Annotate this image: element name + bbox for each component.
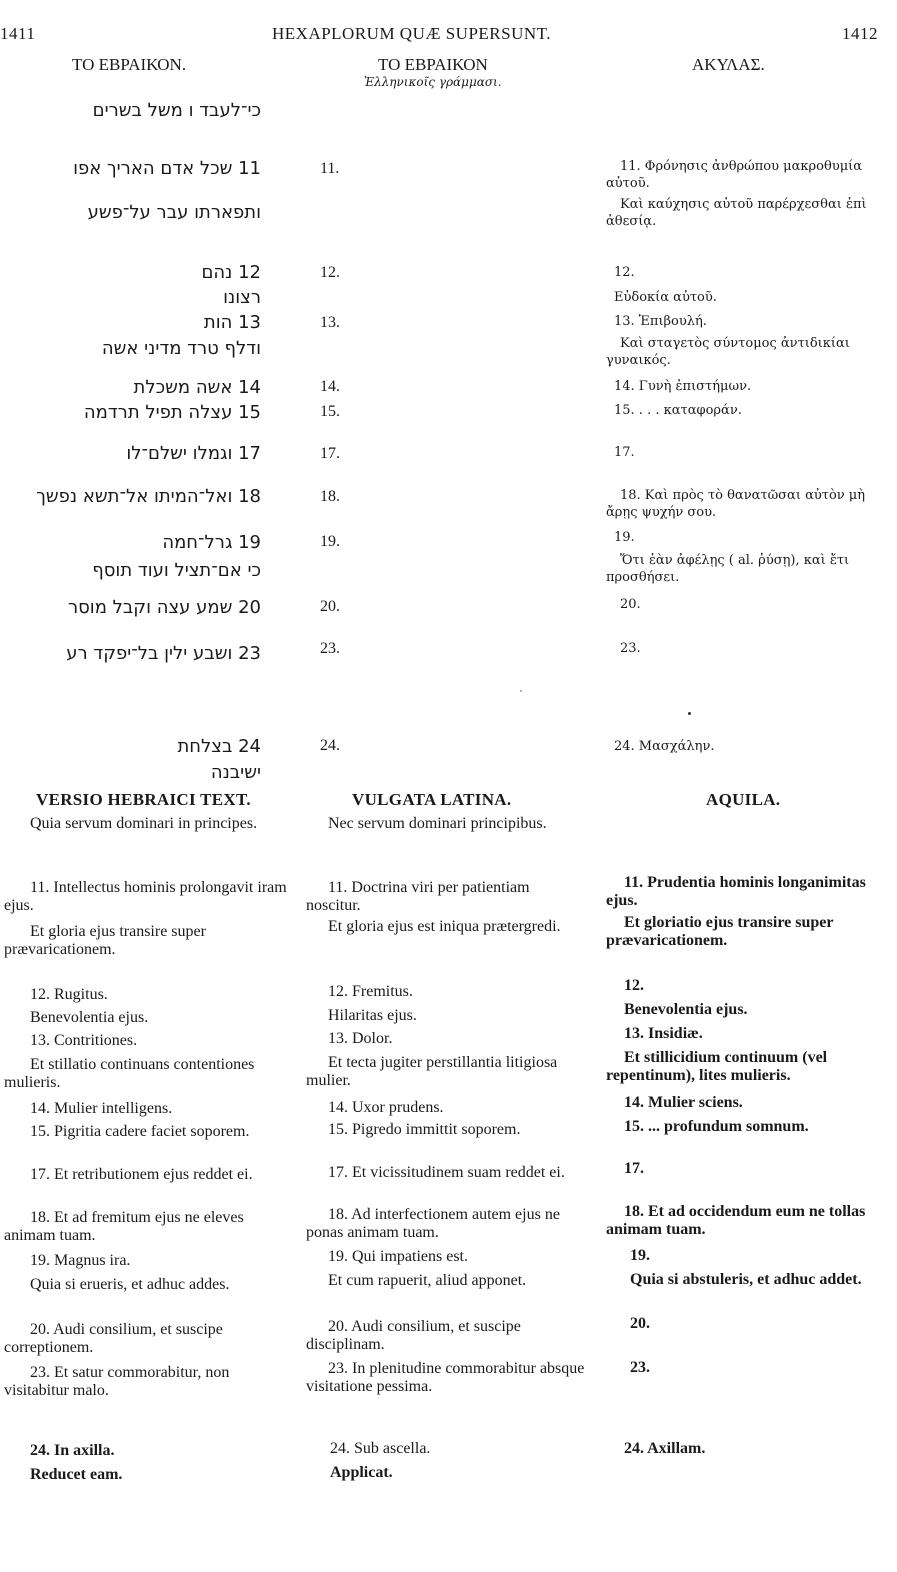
aquila-greek-line: Καὶ σταγετὸς σύντομος ἀντιδικίαι γυναικός. — [606, 336, 850, 368]
translit-column-subtitle: Ἑλληνικοῖς γράμμασι. — [364, 75, 502, 89]
vulgata-line: 12. Fremitus. — [328, 983, 413, 1000]
versio-line: 13. Contritiones. — [30, 1032, 138, 1049]
vulgata-line: Nec servum dominari principibus. — [328, 815, 547, 832]
versio-line: Benevolentia ejus. — [30, 1009, 149, 1026]
translit-column-title: ΤΟ ΕΒΡΑΙΚΟΝ — [378, 55, 488, 74]
hebrew-line: כי אם־תציל ועוד תוסף — [92, 560, 261, 581]
aquila-latin-line: 20. — [630, 1315, 650, 1332]
verse-number: 23. — [320, 640, 340, 657]
vulgata-line: Et gloria ejus est iniqua prætergredi. — [328, 918, 561, 935]
versio-line: Quia servum dominari in principes. — [30, 815, 258, 832]
versio-line: Et gloria ejus transire super prævaricationem. — [4, 923, 206, 958]
aquila-greek-line: 17. — [614, 445, 635, 460]
aquila-latin-line: 19. — [630, 1247, 650, 1264]
verse-number: 18. — [320, 488, 340, 505]
hebrew-line: 24 בצלחת — [177, 736, 261, 757]
aquila-greek-line: 19. — [614, 530, 635, 545]
aquila-greek-column-title: ΑΚΥΛΑΣ. — [692, 55, 765, 74]
vulgata-line: Hilaritas ejus. — [328, 1007, 417, 1024]
hebrew-line: 12 נהם — [201, 262, 261, 283]
vulgata-line: 17. Et vicissitudinem suam reddet ei. — [328, 1164, 565, 1181]
hebrew-line: 11 שכל אדם האריך אפו — [73, 158, 261, 179]
versio-column-title: VERSIO HEBRAICI TEXT. — [36, 790, 251, 809]
versio-line: Quia si erueris, et adhuc addes. — [30, 1276, 230, 1293]
vulgata-column-title: VULGATA LATINA. — [352, 790, 512, 809]
aquila-greek-line: Ὅτι ἐὰν ἀφέλῃς ( al. ῥύσῃ), καὶ ἔτι προσθήσει. — [606, 553, 850, 585]
aquila-latin-line: 14. Mulier sciens. — [624, 1094, 743, 1111]
aquila-greek-line: 20. — [620, 597, 641, 612]
aquila-greek-line: 12. — [614, 265, 635, 280]
aquila-latin-line: 24. Axillam. — [624, 1440, 706, 1457]
versio-line: 17. Et retributionem ejus reddet ei. — [30, 1166, 253, 1183]
hebrew-line: 17 וגמלו ישלם־לו — [126, 443, 261, 464]
versio-line: 23. Et satur commorabitur, non visitabitur malo. — [4, 1364, 230, 1399]
vulgata-line: 13. Dolor. — [328, 1030, 393, 1047]
vulgata-line: 14. Uxor prudens. — [328, 1099, 444, 1116]
aquila-greek-line: 24. Μασχάλην. — [614, 739, 715, 754]
vulgata-line: Et cum rapuerit, aliud apponet. — [328, 1272, 527, 1289]
verse-number: 11. — [320, 160, 340, 177]
versio-line: Reducet eam. — [30, 1466, 123, 1483]
verse-number: 19. — [320, 533, 340, 550]
hebrew-line: ותפארתו עבר על־פשע — [87, 202, 261, 223]
aquila-greek-line: 14. Γυνὴ ἐπιστήμων. — [614, 379, 752, 394]
vulgata-line: 18. Ad interfectionem autem ejus ne ponas animam tuam. — [306, 1206, 560, 1241]
page-number-right: 1412 — [842, 24, 878, 43]
aquila-latin-line: 18. Et ad occidendum eum ne tollas animam tuam. — [606, 1203, 866, 1238]
vulgata-line: 15. Pigredo immittit soporem. — [328, 1121, 521, 1138]
verse-number: 12. — [320, 264, 340, 281]
vulgata-line: 23. In plenitudine commorabitur absque visitatione pessima. — [306, 1360, 585, 1395]
verse-number: 17. — [320, 445, 340, 462]
vulgata-line: Et tecta jugiter perstillantia litigiosa mulier. — [306, 1054, 558, 1089]
aquila-greek-line: 15. . . . καταφοράν. — [614, 403, 742, 418]
aquila-latin-line: 15. ... profundum somnum. — [624, 1118, 809, 1135]
versio-line: 14. Mulier intelligens. — [30, 1100, 173, 1117]
aquila-greek-line: 13. Ἐπιβουλή. — [614, 314, 707, 329]
hebrew-line: 13 הות — [203, 312, 261, 333]
aquila-latin-line: 13. Insidiæ. — [624, 1025, 703, 1042]
hebrew-line: כי־לעבד ו משל בשרים — [92, 100, 261, 121]
verse-number: 14. — [320, 378, 340, 395]
aquila-greek-line: 18. Καὶ πρὸς τὸ θανατῶσαι αὐτὸν μὴ ἄρῃς ψυχήν σου. — [606, 488, 866, 520]
aquila-latin-line: 12. — [624, 977, 644, 994]
aquila-latin-line: 17. — [624, 1160, 644, 1177]
aquila-latin-line: 11. Prudentia hominis longanimitas ejus. — [606, 874, 866, 909]
hebrew-line: 20 שמע עצה וקבל מוסר — [67, 597, 261, 618]
verse-number: 20. — [320, 598, 340, 615]
aquila-greek-line: Εὐδοκία αὐτοῦ. — [614, 290, 717, 305]
hebrew-line: 19 גרל־חמה — [162, 532, 261, 553]
versio-line: 24. In axilla. — [30, 1442, 115, 1459]
aquila-latin-line: Et stillicidium continuum (vel repentinum), lites mulieris. — [606, 1049, 828, 1084]
verse-number: 15. — [320, 403, 340, 420]
versio-line: Et stillatio continuans contentiones mulieris. — [4, 1056, 255, 1091]
aquila-greek-line: Καὶ καύχησις αὐτοῦ παρέρχεσθαι ἐπὶ ἀθεσίᾳ. — [606, 197, 867, 229]
hebrew-line: 15 עצלה תפיל תרדמה — [83, 402, 261, 423]
aquila-latin-line: Quia si abstuleris, et adhuc addet. — [630, 1271, 862, 1288]
verse-number: 24. — [320, 737, 340, 754]
page-number-left: 1411 — [0, 24, 36, 43]
hebrew-line: 23 ושבע ילין בל־יפקד רע — [66, 643, 261, 664]
running-title: HEXAPLORUM QUÆ SUPERSUNT. — [272, 24, 552, 43]
versio-line: 20. Audi consilium, et suscipe correptionem. — [4, 1321, 223, 1356]
hebrew-column-title: ΤΟ ΕΒΡΑΙΚΟΝ. — [72, 55, 187, 74]
aquila-greek-line: 11. Φρόνησις ἀνθρώπου μακροθυμία αὐτοῦ. — [606, 159, 863, 191]
aquila-latin-line: Benevolentia ejus. — [624, 1001, 748, 1018]
versio-line: 19. Magnus ira. — [30, 1252, 131, 1269]
vulgata-line: 11. Doctrina viri per patientiam noscitur. — [306, 879, 530, 914]
aquila-latin-line: 23. — [630, 1359, 650, 1376]
vulgata-line: 24. Sub ascella. — [330, 1440, 431, 1457]
ink-speck — [520, 690, 522, 692]
hebrew-line: 18 ואל־המיתו אל־תשא נפשך — [36, 486, 261, 507]
aquila-latin-line: Et gloriatio ejus transire super prævaricationem. — [606, 914, 834, 949]
versio-line: 11. Intellectus hominis prolongavit iram ejus. — [4, 879, 287, 914]
ink-speck — [688, 712, 691, 715]
vulgata-line: 19. Qui impatiens est. — [328, 1248, 468, 1265]
hebrew-line: 14 אשה משכלת — [133, 377, 261, 398]
aquila-latin-column-title: AQUILA. — [706, 790, 781, 809]
verse-number: 13. — [320, 314, 340, 331]
aquila-greek-line: 23. — [620, 641, 641, 656]
versio-line: 18. Et ad fremitum ejus ne eleves animam tuam. — [4, 1209, 244, 1244]
hebrew-line: ודלף טרד מדיני אשה — [101, 338, 261, 359]
vulgata-line: Applicat. — [330, 1464, 393, 1481]
versio-line: 12. Rugitus. — [30, 986, 108, 1003]
versio-line: 15. Pigritia cadere faciet soporem. — [30, 1123, 250, 1140]
hebrew-line: רצונו — [223, 287, 261, 308]
vulgata-line: 20. Audi consilium, et suscipe disciplinam. — [306, 1318, 521, 1353]
hebrew-line: ישיבנה — [210, 762, 261, 783]
